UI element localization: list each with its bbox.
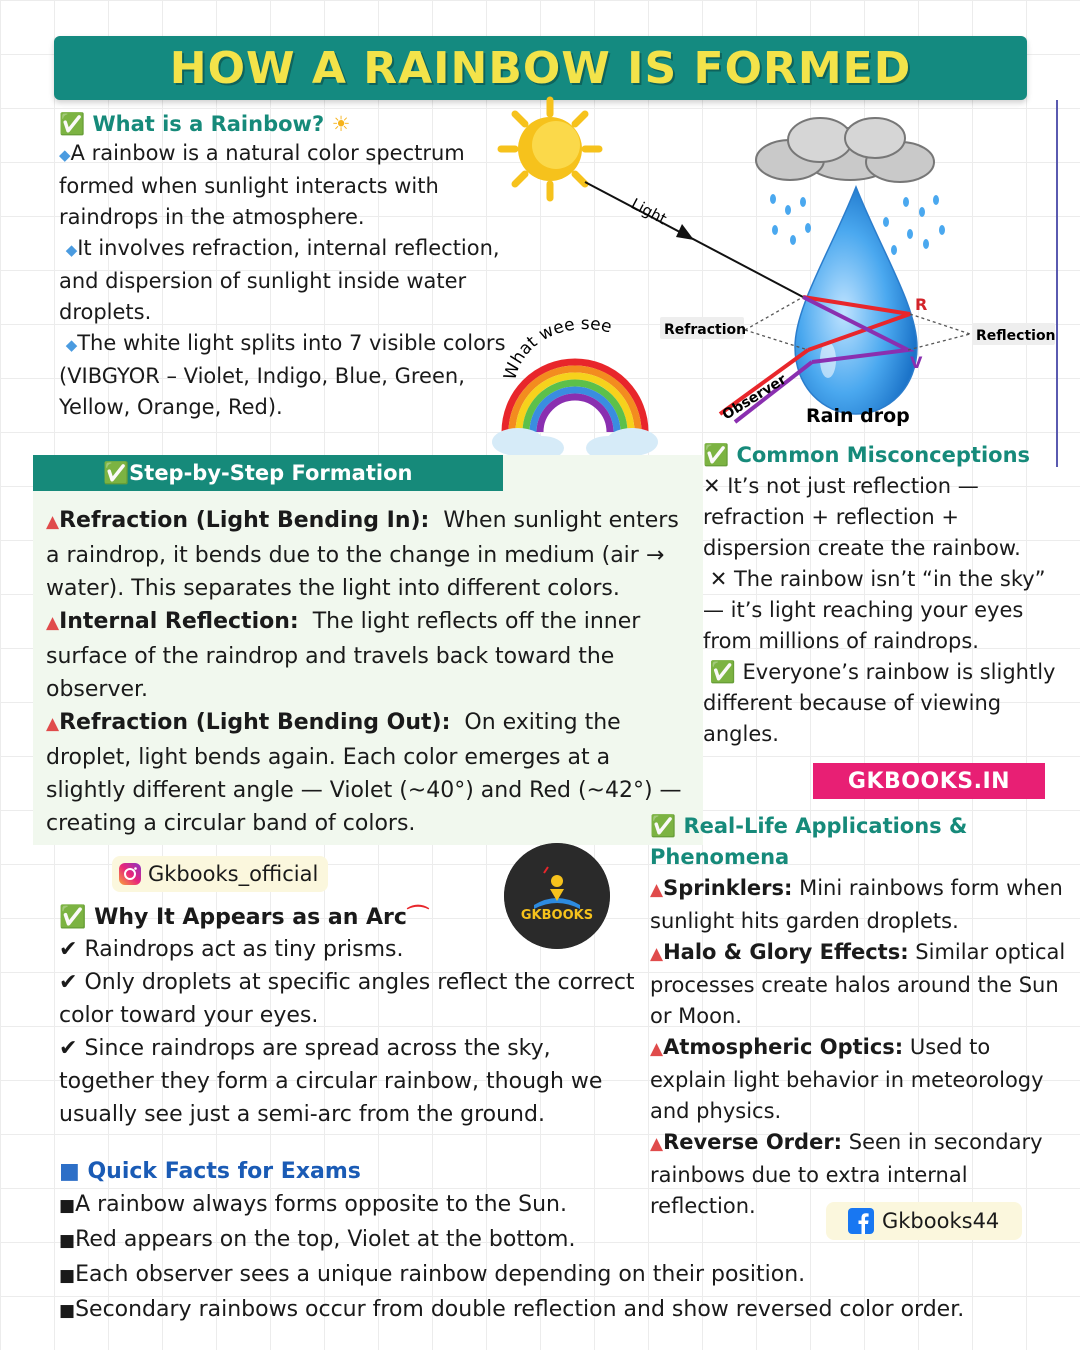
square-bullet-icon: ■ — [59, 1231, 76, 1251]
r-label: R — [915, 295, 928, 314]
step-heading: Step-by-Step Formation — [129, 461, 413, 485]
misconception-item: ✅ Everyone’s rainbow is slightly different because of viewing angles. — [703, 660, 1056, 746]
step-item: ▲Refraction (Light Bending Out): On exiting the droplet, light bends again. Each color emerges at a slightly different angle — Violet (~40°) and Red (~42°) — creating a circular band of colors. — [46, 710, 682, 836]
instagram-handle[interactable]: Gkbooks_official — [112, 856, 328, 892]
diamond-icon: ◆ — [65, 241, 78, 259]
misconception-item: ✕ It’s not just reflection — refraction + reflection + dispersion create the rainbow. — [703, 474, 1021, 560]
quick-facts-heading: ■ Quick Facts for Exams — [59, 1159, 361, 1184]
misconceptions-heading: ✅ Common Misconceptions — [703, 443, 1031, 467]
title-banner — [54, 36, 1027, 100]
checkmark-icon: ✔ — [59, 1036, 78, 1061]
check-icon: ✅ — [59, 905, 87, 930]
gkbooks-badge: GKBOOKS.IN — [813, 763, 1045, 799]
check-icon: ✅ — [59, 112, 86, 136]
facebook-handle[interactable]: Gkbooks44 — [826, 1202, 1022, 1240]
application-item: ▲Halo & Glory Effects: Similar optical processes create halos around the Sun or Moon. — [650, 940, 1066, 1028]
arc-heading: ✅ Why It Appears as an Arc⌒ — [59, 905, 429, 930]
misconceptions-section — [703, 440, 1073, 750]
what-is-rainbow-section — [59, 110, 539, 423]
step-item: ▲Internal Reflection: The light reflects off the inner surface of the raindrop and travels back toward the observer. — [46, 609, 641, 702]
check-icon: ✅ — [103, 460, 130, 485]
checkmark-icon: ✔ — [59, 970, 78, 995]
reflection-label: Reflection — [976, 328, 1056, 344]
triangle-icon: ▲ — [650, 1039, 664, 1059]
arc-item: ✔ Raindrops act as tiny prisms. — [59, 937, 404, 962]
cloud-icon — [756, 118, 934, 182]
light-label: Light — [628, 194, 670, 229]
book-icon: ■ — [59, 1159, 80, 1184]
check-icon: ✅ — [709, 660, 736, 684]
application-item: ▲Atmospheric Optics: Used to explain light behavior in meteorology and physics. — [650, 1035, 1044, 1123]
applications-heading: ✅ Real-Life Applications & Phenomena — [650, 814, 968, 869]
what-is-point-3: ◆The white light splits into 7 visible colors (VIBGYOR – Violet, Indigo, Blue, Green, Yellow, Orange, Red). — [59, 331, 506, 419]
what-is-point-1: ◆A rainbow is a natural color spectrum formed when sunlight interacts with raindrops in the atmosphere. — [59, 141, 465, 229]
triangle-icon: ▲ — [650, 880, 664, 900]
sun-icon: ☀ — [331, 112, 351, 136]
diamond-icon: ◆ — [65, 336, 78, 354]
step-header — [33, 455, 503, 491]
application-item: ▲Reverse Order: Seen in secondary rainbows due to extra internal reflection. — [650, 1130, 1043, 1218]
refraction-label: Refraction — [664, 322, 747, 338]
arc-item: ✔ Since raindrops are spread across the sky, together they form a circular rainbow, though we usually see just a semi-arc from the ground. — [59, 1036, 603, 1127]
check-icon: ✅ — [650, 814, 677, 838]
fact-item: ■Each observer sees a unique rainbow depending on their position. — [59, 1262, 806, 1287]
misconception-item: ✕ The rainbow isn’t “in the sky” — it’s light reaching your eyes from millions of raindrops. — [703, 567, 1046, 653]
triangle-icon: ▲ — [46, 613, 60, 633]
cross-icon: ✕ — [703, 474, 721, 498]
arc-section — [59, 902, 639, 1131]
arrow-icon — [676, 224, 694, 240]
page-title: HOW A RAINBOW IS FORMED — [169, 42, 912, 94]
rainbow-caption: What wee see — [500, 313, 614, 383]
step-list — [46, 504, 686, 840]
v-label: V — [910, 353, 923, 372]
facebook-icon — [848, 1208, 874, 1234]
what-is-point-2: ◆It involves refraction, internal reflection, and dispersion of sunlight inside water droplets. — [59, 236, 500, 324]
triangle-icon: ▲ — [46, 714, 60, 734]
arc-item: ✔ Only droplets at specific angles reflect the correct color toward your eyes. — [59, 970, 635, 1028]
square-bullet-icon: ■ — [59, 1196, 76, 1216]
diamond-icon: ◆ — [59, 146, 71, 164]
step-item: ▲Refraction (Light Bending In): When sunlight enters a raindrop, it bends due to the change in medium (air → water). This separates the light into different colors. — [46, 508, 679, 601]
triangle-icon: ▲ — [650, 944, 664, 964]
rainbow-icon — [505, 362, 645, 432]
application-item: ▲Sprinklers: Mini rainbows form when sunlight hits garden droplets. — [650, 876, 1063, 933]
check-icon: ✅ — [703, 443, 730, 467]
square-bullet-icon: ■ — [59, 1301, 76, 1321]
fact-item: ■A rainbow always forms opposite to the Sun. — [59, 1192, 567, 1217]
square-bullet-icon: ■ — [59, 1266, 76, 1286]
instagram-icon — [118, 862, 142, 886]
raindrop-diagram — [490, 92, 1065, 472]
observer-label: Observer — [719, 371, 790, 424]
triangle-icon: ▲ — [650, 1134, 664, 1154]
fact-item: ■Red appears on the top, Violet at the bottom. — [59, 1227, 576, 1252]
cross-icon: ✕ — [709, 567, 728, 591]
sun-icon — [501, 100, 599, 198]
what-is-rainbow-heading: ✅ What is a Rainbow? ☀ — [59, 112, 351, 136]
rainbow-icon: ⌒ — [406, 905, 429, 930]
raindrop-label: Rain drop — [806, 405, 910, 427]
fact-item: ■Secondary rainbows occur from double reflection and show reversed color order. — [59, 1297, 965, 1322]
logo-text: GKBOOKS — [520, 908, 594, 923]
triangle-icon: ▲ — [46, 512, 60, 532]
checkmark-icon: ✔ — [59, 937, 78, 962]
quick-facts-section — [59, 1156, 1059, 1328]
